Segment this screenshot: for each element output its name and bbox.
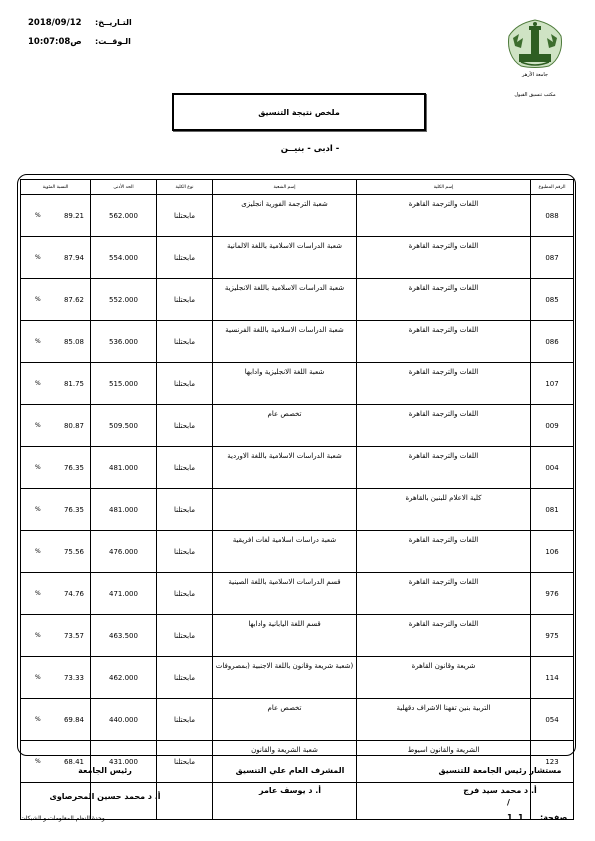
table-row [21, 489, 574, 531]
col-header-college-type: نوع الكلية [157, 180, 213, 195]
percent-value: 75.56 [63, 547, 84, 556]
percent-value: 80.87 [63, 421, 84, 430]
college-cell: شريعة وقانون القاهرة [357, 657, 531, 699]
college-cell: اللغات والترجمة القاهرة [357, 531, 531, 573]
college-type-cell: مابحتلنا [157, 195, 213, 237]
percent-cell [21, 405, 91, 447]
department-cell [213, 489, 357, 531]
col-header-department: إسم الشعبة [213, 180, 357, 195]
college-type-cell: مابحتلنا [157, 447, 213, 489]
percent-sign: % [35, 632, 41, 639]
table-row [21, 741, 574, 783]
min-score-cell: 509.500 [91, 405, 157, 447]
college-cell: اللغات والترجمة القاهرة [357, 573, 531, 615]
percent-value: 73.57 [63, 631, 84, 640]
table-header-row [21, 180, 574, 195]
percent-sign: % [35, 590, 41, 597]
president-name: أ. د محمد حسين المحرصاوى [49, 792, 161, 801]
department-cell: شعبة الدراسات الاسلامية باللغة الالمانية [213, 237, 357, 279]
university-logo [505, 18, 565, 70]
code-cell: 975 [531, 615, 574, 657]
results-table [20, 179, 574, 820]
college-type-cell: مابحتلنا [157, 657, 213, 699]
percent-cell [21, 615, 91, 657]
college-cell: التربية بنين تفهنا الاشراف دقهلية [357, 699, 531, 741]
department-cell: شعبة الترجمة الفورية انجليزى [213, 195, 357, 237]
percent-cell [21, 363, 91, 405]
page-total: 1 [507, 813, 513, 822]
university-name: جامعة الأزهر [521, 72, 549, 78]
percent-value: 76.35 [63, 505, 84, 514]
code-cell: 081 [531, 489, 574, 531]
page-label: صفحة: [540, 813, 568, 822]
min-score-cell: 431.000 [91, 741, 157, 783]
percent-value: 87.62 [63, 295, 84, 304]
col-header-min-score: الحد الأدنى [91, 180, 157, 195]
college-type-cell: مابحتلنا [157, 321, 213, 363]
table-row [21, 363, 574, 405]
college-cell: الشريعة والقانون اسيوط [357, 741, 531, 783]
col-header-college: إسم الكلية [357, 180, 531, 195]
percent-sign: % [35, 380, 41, 387]
department-cell: شعبة الدراسات الاسلامية باللغة الفرنسية [213, 321, 357, 363]
percent-sign: % [35, 758, 41, 765]
percent-cell [21, 741, 91, 783]
percent-cell [21, 531, 91, 573]
department-cell: قسم اللغة اليابانية وادابها [213, 615, 357, 657]
code-cell: 086 [531, 321, 574, 363]
table-row [21, 279, 574, 321]
table-row [21, 657, 574, 699]
department-cell: تخصص عام [213, 699, 357, 741]
college-cell: اللغات والترجمة القاهرة [357, 195, 531, 237]
min-score-cell: 440.000 [91, 699, 157, 741]
min-score-cell: 554.000 [91, 237, 157, 279]
college-type-cell: مابحتلنا [157, 531, 213, 573]
percent-cell [21, 279, 91, 321]
percent-value: 76.35 [63, 463, 84, 472]
college-type-cell: مابحتلنا [157, 405, 213, 447]
min-score-cell: 481.000 [91, 489, 157, 531]
percent-cell [21, 237, 91, 279]
college-type-cell: مابحتلنا [157, 573, 213, 615]
report-subtitle: - ادبى - بنيــن [280, 144, 340, 154]
percent-cell [21, 657, 91, 699]
department-cell: شعبة الدراسات الاسلامية باللغة الاوردية [213, 447, 357, 489]
min-score-cell: 471.000 [91, 573, 157, 615]
department-cell: (شعبة شريعة وقانون باللغة الاجنبية (بمصروفات [213, 657, 357, 699]
department-cell: قسم الدراسات الاسلامية باللغة الصينية [213, 573, 357, 615]
footer-unit-name: وحدة النظم المعلومات و الشبكات [20, 815, 105, 822]
college-cell: اللغات والترجمة القاهرة [357, 447, 531, 489]
code-cell: 123 [531, 741, 574, 783]
percent-cell [21, 195, 91, 237]
college-type-cell: مابحتلنا [157, 279, 213, 321]
percent-cell [21, 489, 91, 531]
advisor-title: مستشار رئيس الجامعة للتنسيق [438, 766, 562, 775]
date-value: 2018/09/12 [28, 18, 82, 28]
percent-cell [21, 699, 91, 741]
min-score-cell: 462.000 [91, 657, 157, 699]
table-row [21, 531, 574, 573]
college-cell: اللغات والترجمة القاهرة [357, 321, 531, 363]
college-type-cell: مابحتلنا [157, 489, 213, 531]
supervisor-name: أ. د يوسف عامر [258, 786, 322, 795]
percent-sign: % [35, 506, 41, 513]
college-type-cell: مابحتلنا [157, 615, 213, 657]
min-score-cell: 552.000 [91, 279, 157, 321]
percent-value: 85.08 [63, 337, 84, 346]
table-row [21, 447, 574, 489]
college-type-cell: مابحتلنا [157, 363, 213, 405]
college-type-cell: مابحتلنا [157, 699, 213, 741]
code-cell: 087 [531, 237, 574, 279]
department-cell: شعبة الدراسات الاسلامية باللغة الانجليزية [213, 279, 357, 321]
college-type-cell: مابحتلنا [157, 237, 213, 279]
min-score-cell: 476.000 [91, 531, 157, 573]
percent-sign: % [35, 296, 41, 303]
college-cell: كلية الاعلام للبنين بالقاهرة [357, 489, 531, 531]
percent-sign: % [35, 548, 41, 555]
department-cell: شعبة دراسات اسلامية لغات افريقية [213, 531, 357, 573]
page-separator: / [507, 798, 510, 807]
college-cell: اللغات والترجمة القاهرة [357, 237, 531, 279]
table-row [21, 573, 574, 615]
office-name: مكتب تنسيق القبول [514, 92, 556, 98]
college-type-cell: مابحتلنا [157, 741, 213, 783]
percent-sign: % [35, 716, 41, 723]
percent-sign: % [35, 212, 41, 219]
code-cell: 085 [531, 279, 574, 321]
percent-sign: % [35, 674, 41, 681]
percent-value: 89.21 [63, 211, 84, 220]
percent-sign: % [35, 464, 41, 471]
min-score-cell: 463.500 [91, 615, 157, 657]
percent-value: 81.75 [63, 379, 84, 388]
table-row [21, 699, 574, 741]
college-cell: اللغات والترجمة القاهرة [357, 363, 531, 405]
code-cell: 976 [531, 573, 574, 615]
department-cell: شعبة الشريعة والقانون [213, 741, 357, 783]
col-header-percent: النسبة المئوية [21, 180, 91, 195]
percent-value: 74.76 [63, 589, 84, 598]
percent-sign: % [35, 254, 41, 261]
col-header-code: الرقم المطبوع [531, 180, 574, 195]
percent-value: 87.94 [63, 253, 84, 262]
percent-sign: % [35, 338, 41, 345]
table-row [21, 195, 574, 237]
code-cell: 054 [531, 699, 574, 741]
page-current: 1 [518, 813, 524, 822]
code-cell: 088 [531, 195, 574, 237]
min-score-cell: 515.000 [91, 363, 157, 405]
percent-sign: % [35, 422, 41, 429]
code-cell: 107 [531, 363, 574, 405]
table-row [21, 405, 574, 447]
college-cell: اللغات والترجمة القاهرة [357, 405, 531, 447]
table-row [21, 321, 574, 363]
min-score-cell: 481.000 [91, 447, 157, 489]
percent-value: 73.33 [63, 673, 84, 682]
table-row [21, 237, 574, 279]
percent-cell [21, 447, 91, 489]
percent-cell [21, 321, 91, 363]
date-label: التـاريــخ: [95, 18, 132, 27]
supervisor-title: المشرف العام علي التنسيق [235, 766, 345, 775]
department-cell: تخصص عام [213, 405, 357, 447]
department-cell: شعبة اللغة الانجليزية وادابها [213, 363, 357, 405]
time-label: الـوقــت: [95, 37, 131, 46]
college-cell: اللغات والترجمة القاهرة [357, 279, 531, 321]
code-cell: 106 [531, 531, 574, 573]
percent-cell [21, 573, 91, 615]
percent-value: 69.84 [63, 715, 84, 724]
advisor-name: أ. د محمد سيد فرج [463, 786, 537, 795]
report-title: ملخص نتيجة التنسيق [172, 93, 426, 131]
min-score-cell: 536.000 [91, 321, 157, 363]
percent-value: 68.41 [63, 757, 84, 766]
college-cell: اللغات والترجمة القاهرة [357, 615, 531, 657]
code-cell: 009 [531, 405, 574, 447]
time-value: ص10:07:08 [28, 37, 82, 47]
min-score-cell: 562.000 [91, 195, 157, 237]
code-cell: 004 [531, 447, 574, 489]
table-row [21, 615, 574, 657]
code-cell: 114 [531, 657, 574, 699]
president-title: رئيس الجامعة [78, 766, 132, 775]
